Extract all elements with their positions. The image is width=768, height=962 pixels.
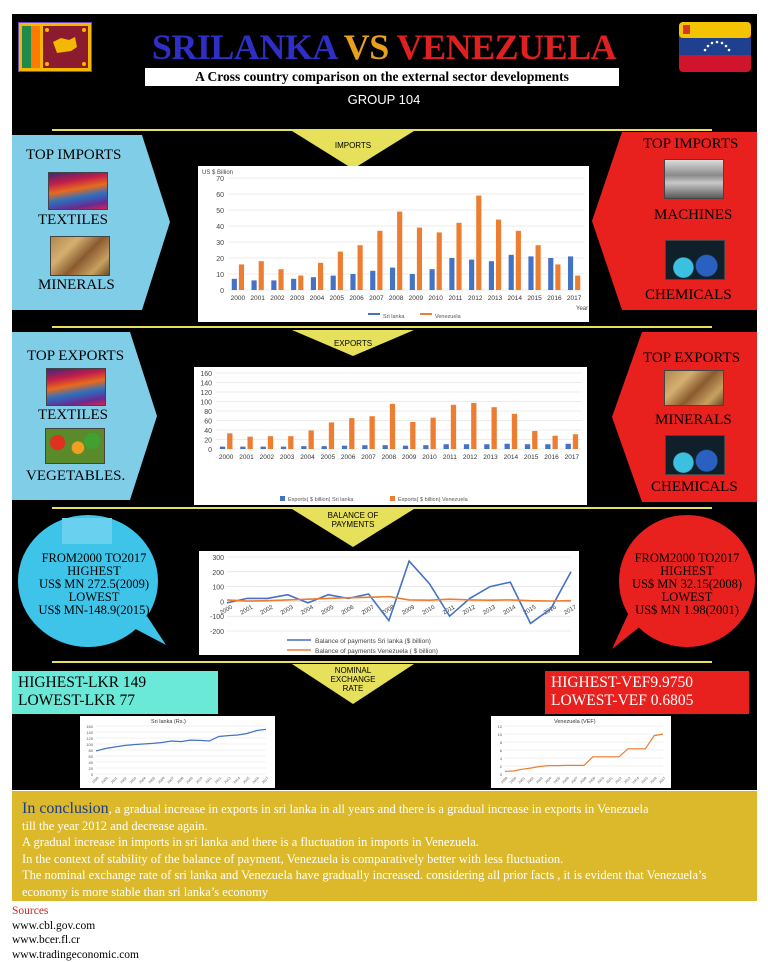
lkr-x-tick-label: 2001 bbox=[110, 776, 118, 784]
bop-x-tick-label: 2004 bbox=[300, 604, 315, 616]
exports-bar-venezuela bbox=[532, 431, 537, 449]
exports-x-tick-label: 2013 bbox=[483, 454, 498, 461]
exports-bar-srilanka bbox=[301, 446, 306, 449]
vef-x-tick-label: 2013 bbox=[623, 776, 631, 784]
left-bop-line3: US$ MN 272.5(2009) bbox=[24, 578, 164, 591]
right-bop-line4: LOWEST bbox=[617, 591, 757, 604]
lkr-y-tick-label: 140 bbox=[86, 730, 93, 735]
imports-bar-venezuela bbox=[476, 196, 481, 290]
imports-bar-venezuela bbox=[437, 232, 442, 290]
left-bop-line4: LOWEST bbox=[24, 591, 164, 604]
bop-y-tick-label: -100 bbox=[210, 614, 224, 621]
imports-bar-srilanka bbox=[390, 268, 395, 290]
exports-x-tick-label: 2008 bbox=[382, 454, 397, 461]
imports-bar-srilanka bbox=[469, 260, 474, 290]
exports-bar-srilanka bbox=[220, 447, 225, 449]
exports-x-tick-label: 2012 bbox=[463, 454, 478, 461]
exports-x-tick-label: 2010 bbox=[422, 454, 437, 461]
exports-y-tick-label: 120 bbox=[200, 390, 212, 397]
vef-line bbox=[505, 734, 663, 771]
lkr-x-tick-label: 2011 bbox=[205, 776, 213, 784]
right-rate-line1: HIGHEST-VEF9.9750 bbox=[551, 671, 749, 692]
imports-bar-venezuela bbox=[417, 228, 422, 290]
vef-y-tick-label: 2 bbox=[500, 764, 503, 769]
vef-x-tick-label: 2015 bbox=[641, 776, 649, 784]
imports-bar-venezuela bbox=[298, 276, 303, 290]
imports-bar-venezuela bbox=[397, 212, 402, 290]
lkr-x-tick-label: 2002 bbox=[119, 776, 127, 784]
bop-x-tick-label: 2003 bbox=[280, 604, 295, 616]
imports-bar-srilanka bbox=[568, 256, 573, 290]
left-rate-box bbox=[12, 671, 218, 714]
conclusion-line1 bbox=[22, 801, 749, 818]
vef-x-tick-label: 2017 bbox=[658, 776, 666, 784]
bop-blank-tile bbox=[62, 518, 112, 544]
left-exports-heading: TOP EXPORTS bbox=[27, 348, 124, 365]
lkr-y-tick-label: 120 bbox=[86, 736, 93, 741]
left-imports-item1: TEXTILES bbox=[38, 212, 108, 229]
exports-x-tick-label: 2004 bbox=[300, 454, 315, 461]
left-bop-line1: FROM2000 TO2017 bbox=[24, 552, 164, 565]
lkr-x-tick-label: 2010 bbox=[195, 776, 203, 784]
bop-x-tick-label: 2013 bbox=[482, 604, 497, 616]
imports-x-tick-label: 2017 bbox=[567, 295, 582, 302]
vef-y-tick-label: 4 bbox=[500, 756, 503, 761]
bop-x-tick-label: 2006 bbox=[341, 604, 356, 616]
exports-bar-srilanka bbox=[261, 447, 266, 449]
right-imports-item1: MACHINES bbox=[654, 207, 732, 224]
lkr-chart-title: Sri lanka (Rs.) bbox=[151, 719, 186, 725]
lkr-x-tick-label: 2012 bbox=[214, 776, 222, 784]
subtitle: A Cross country comparison on the external sector developments bbox=[145, 68, 619, 86]
exports-legend-swatch bbox=[390, 496, 395, 501]
bop-x-tick-label: 2005 bbox=[320, 604, 335, 616]
imports-bar-srilanka bbox=[291, 279, 296, 290]
lkr-y-tick-label: 100 bbox=[86, 742, 93, 747]
conclusion-line1-text: , a gradual increase in exports in sri lanka in all years and there is a gradual increase in exports in Venezuela bbox=[109, 802, 649, 816]
conclusion-line2: till the year 2012 and decrease again. bbox=[22, 818, 749, 835]
exports-y-tick-label: 20 bbox=[204, 438, 212, 445]
exports-bar-venezuela bbox=[431, 418, 436, 449]
conclusion-line4: In the context of stability of the balance of payment, Venezuela is comparatively better with less fluctuation. bbox=[22, 851, 749, 868]
imports-x-tick-label: 2008 bbox=[389, 295, 404, 302]
vef-x-tick-label: 2003 bbox=[535, 776, 543, 784]
exports-x-tick-label: 2000 bbox=[219, 454, 234, 461]
conclusion-lead: In conclusion bbox=[22, 800, 109, 817]
imports-x-tick-label: 2004 bbox=[310, 295, 325, 302]
exports-y-tick-label: 140 bbox=[200, 381, 212, 388]
exports-x-tick-label: 2002 bbox=[260, 454, 275, 461]
right-imports-item2: CHEMICALS bbox=[645, 287, 732, 304]
minerals-export-image bbox=[664, 370, 724, 406]
exports-bar-venezuela bbox=[410, 422, 415, 449]
right-exports-heading: TOP EXPORTS bbox=[643, 350, 740, 367]
bop-y-tick-label: 200 bbox=[212, 570, 224, 577]
bop-y-tick-label: 300 bbox=[212, 555, 224, 562]
exports-x-tick-label: 2014 bbox=[504, 454, 519, 461]
exports-legend-label: Exports( $ billion) Sri lanka bbox=[288, 497, 354, 503]
lkr-x-tick-label: 2008 bbox=[176, 776, 184, 784]
imports-bar-srilanka bbox=[252, 280, 257, 290]
imports-y-tick-label: 30 bbox=[216, 240, 224, 247]
imports-y-tick-label: 70 bbox=[216, 176, 224, 183]
chemicals-image bbox=[665, 240, 725, 280]
imports-x-tick-label: 2009 bbox=[409, 295, 424, 302]
imports-section-label: IMPORTS bbox=[302, 141, 404, 150]
lkr-x-tick-label: 2014 bbox=[233, 776, 241, 784]
exports-bar-venezuela bbox=[268, 436, 273, 449]
lkr-x-tick-label: 2016 bbox=[252, 776, 260, 784]
imports-bar-srilanka bbox=[311, 277, 316, 290]
exports-bar-venezuela bbox=[492, 407, 497, 449]
imports-bar-venezuela bbox=[456, 223, 461, 290]
imports-chart bbox=[198, 166, 589, 322]
conclusion-box bbox=[12, 791, 757, 901]
lkr-x-tick-label: 2005 bbox=[148, 776, 156, 784]
imports-bar-venezuela bbox=[575, 276, 580, 290]
exports-x-tick-label: 2005 bbox=[321, 454, 336, 461]
vef-x-tick-label: 2016 bbox=[649, 776, 657, 784]
imports-bar-srilanka bbox=[548, 258, 553, 290]
imports-x-tick-label: 2001 bbox=[250, 295, 265, 302]
exports-bar-srilanka bbox=[444, 444, 449, 449]
imports-x-tick-label: 2010 bbox=[428, 295, 443, 302]
right-rate-box bbox=[545, 671, 749, 714]
exports-bar-srilanka bbox=[240, 447, 245, 449]
exports-x-tick-label: 2007 bbox=[361, 454, 376, 461]
exports-bar-srilanka bbox=[403, 446, 408, 449]
exports-bar-venezuela bbox=[451, 405, 456, 449]
imports-legend-label: Venezuela bbox=[435, 314, 462, 320]
vef-x-tick-label: 2014 bbox=[632, 776, 640, 784]
vef-x-tick-label: 1999 bbox=[500, 776, 508, 784]
bop-y-tick-label: 0 bbox=[220, 599, 224, 606]
bop-x-tick-label: 2010 bbox=[422, 604, 437, 616]
conclusion-line6: economy is more stable than sri lanka’s economy bbox=[22, 884, 749, 901]
right-bop-line1: FROM2000 TO2017 bbox=[617, 552, 757, 565]
vef-y-tick-label: 12 bbox=[498, 724, 503, 729]
right-bop-line2: HIGHEST bbox=[617, 565, 757, 578]
imports-bar-srilanka bbox=[489, 261, 494, 290]
vef-x-tick-label: 2012 bbox=[614, 776, 622, 784]
vef-x-tick-label: 2010 bbox=[597, 776, 605, 784]
exports-bar-srilanka bbox=[362, 445, 367, 449]
exports-bar-srilanka bbox=[423, 445, 428, 449]
vef-x-tick-label: 2001 bbox=[518, 776, 526, 784]
imports-bar-srilanka bbox=[410, 274, 415, 290]
bop-x-tick-label: 2009 bbox=[401, 604, 416, 616]
title-venezuela: VENEZUELA bbox=[397, 27, 617, 67]
title-vs: VS bbox=[336, 27, 397, 67]
lkr-x-tick-label: 2004 bbox=[138, 776, 146, 784]
lkr-y-tick-label: 0 bbox=[91, 772, 94, 777]
exports-section-label: EXPORTS bbox=[302, 339, 404, 348]
imports-bar-srilanka bbox=[509, 255, 514, 290]
srilanka-rate-chart bbox=[80, 716, 275, 788]
imports-x-tick-label: 2000 bbox=[231, 295, 246, 302]
imports-y-tick-label: 40 bbox=[216, 224, 224, 231]
imports-y-axis-label: US $ Billion bbox=[202, 170, 233, 176]
sources bbox=[12, 904, 139, 962]
vef-x-tick-label: 2009 bbox=[588, 776, 596, 784]
exports-bar-venezuela bbox=[227, 433, 232, 449]
lkr-y-tick-label: 160 bbox=[86, 724, 93, 729]
exports-bar-srilanka bbox=[545, 444, 550, 449]
lkr-x-tick-label: 2000 bbox=[101, 776, 109, 784]
bop-x-tick-label: 2012 bbox=[462, 604, 477, 616]
exports-x-tick-label: 2006 bbox=[341, 454, 356, 461]
imports-bar-venezuela bbox=[278, 269, 283, 290]
imports-legend-label: Sri lanka bbox=[383, 314, 405, 320]
left-imports-item2: MINERALS bbox=[38, 277, 115, 294]
left-bop-text bbox=[24, 552, 164, 617]
exports-y-tick-label: 40 bbox=[204, 428, 212, 435]
lkr-line bbox=[96, 729, 266, 751]
lkr-x-tick-label: 2017 bbox=[261, 776, 269, 784]
imports-x-tick-label: 2015 bbox=[527, 295, 542, 302]
exports-x-tick-label: 2001 bbox=[239, 454, 254, 461]
bop-x-tick-label: 2002 bbox=[260, 604, 275, 616]
vef-chart-title: Venezuela (VEF) bbox=[554, 719, 596, 725]
bop-x-tick-label: 2015 bbox=[523, 604, 538, 616]
imports-bar-venezuela bbox=[536, 245, 541, 290]
bop-line-srilanka bbox=[227, 561, 571, 623]
imports-x-tick-label: 2014 bbox=[508, 295, 523, 302]
bop-legend-label: Balance of payments Sri lanka ($ billion) bbox=[315, 638, 431, 645]
vef-x-tick-label: 2002 bbox=[526, 776, 534, 784]
bop-line-venezuela bbox=[227, 597, 571, 602]
imports-x-tick-label: 2011 bbox=[448, 295, 462, 302]
exports-divider bbox=[52, 326, 712, 328]
exports-bar-venezuela bbox=[390, 404, 395, 449]
exports-bar-venezuela bbox=[512, 414, 517, 449]
exports-legend-label: Exports( $ billion) Venezuela bbox=[398, 497, 469, 503]
left-bop-line2: HIGHEST bbox=[24, 565, 164, 578]
textiles-export-image bbox=[46, 368, 106, 406]
bop-y-tick-label: -200 bbox=[210, 629, 224, 636]
left-rate-line2: LOWEST-LKR 77 bbox=[18, 692, 218, 710]
exports-x-tick-label: 2009 bbox=[402, 454, 417, 461]
vef-x-tick-label: 2005 bbox=[553, 776, 561, 784]
left-exports-item1: TEXTILES bbox=[38, 407, 108, 424]
exports-bar-srilanka bbox=[484, 444, 489, 449]
imports-x-tick-label: 2005 bbox=[330, 295, 345, 302]
exports-legend-swatch bbox=[280, 496, 285, 501]
left-rate-line1: HIGHEST-LKR 149 bbox=[18, 671, 218, 692]
textiles-image bbox=[48, 172, 108, 210]
right-bop-text bbox=[617, 552, 757, 617]
bop-section-label: BALANCE OF PAYMENTS bbox=[322, 511, 384, 529]
vef-y-tick-label: 0 bbox=[500, 772, 503, 777]
left-exports-item2: VEGETABLES. bbox=[26, 468, 125, 485]
imports-section-marker bbox=[292, 131, 414, 169]
bop-legend-label: Balance of payments Venezuela ( $ billion) bbox=[315, 648, 438, 655]
title-srilanka: SRILANKA bbox=[152, 27, 336, 67]
exports-bar-venezuela bbox=[573, 434, 578, 449]
right-bop-line3: US$ MN 32.15(2008) bbox=[617, 578, 757, 591]
source-link-1[interactable]: www.cbl.gov.com bbox=[12, 919, 139, 934]
imports-bar-srilanka bbox=[331, 276, 336, 290]
exports-y-tick-label: 60 bbox=[204, 419, 212, 426]
vef-x-tick-label: 2006 bbox=[562, 776, 570, 784]
bop-y-tick-label: 100 bbox=[212, 585, 224, 592]
exports-x-tick-label: 2015 bbox=[524, 454, 539, 461]
right-imports-heading: TOP IMPORTS bbox=[643, 136, 738, 153]
left-imports-heading: TOP IMPORTS bbox=[26, 147, 121, 164]
imports-x-tick-label: 2013 bbox=[488, 295, 503, 302]
right-bop-line5: US$ MN 1.98(2001) bbox=[617, 604, 757, 617]
vef-x-tick-label: 2004 bbox=[544, 776, 552, 784]
imports-x-tick-label: 2002 bbox=[270, 295, 285, 302]
vef-x-tick-label: 2011 bbox=[606, 776, 614, 784]
exports-bar-venezuela bbox=[553, 436, 558, 449]
imports-x-tick-label: 2007 bbox=[369, 295, 384, 302]
bop-x-tick-label: 2014 bbox=[503, 604, 518, 616]
machines-image bbox=[664, 159, 724, 199]
exports-bar-srilanka bbox=[342, 446, 347, 449]
right-exports-item2: CHEMICALS bbox=[651, 479, 738, 496]
lkr-x-tick-label: 2013 bbox=[223, 776, 231, 784]
bop-x-tick-label: 2007 bbox=[361, 604, 376, 616]
imports-bar-srilanka bbox=[528, 256, 533, 290]
imports-x-axis-label: Year bbox=[576, 306, 588, 312]
vef-x-tick-label: 2007 bbox=[570, 776, 578, 784]
vef-y-tick-label: 6 bbox=[500, 748, 503, 753]
imports-legend-swatch bbox=[420, 313, 432, 315]
lkr-y-tick-label: 60 bbox=[89, 754, 94, 759]
imports-bar-srilanka bbox=[271, 280, 276, 290]
bop-x-tick-label: 2000 bbox=[219, 604, 234, 616]
exports-bar-venezuela bbox=[349, 418, 354, 449]
imports-bar-venezuela bbox=[555, 264, 560, 290]
imports-x-tick-label: 2012 bbox=[468, 295, 483, 302]
vef-y-tick-label: 8 bbox=[500, 740, 503, 745]
lkr-x-tick-label: 2015 bbox=[242, 776, 250, 784]
imports-bar-venezuela bbox=[338, 252, 343, 290]
vef-x-tick-label: 2000 bbox=[509, 776, 517, 784]
imports-y-tick-label: 20 bbox=[216, 256, 224, 263]
lkr-x-tick-label: 2007 bbox=[167, 776, 175, 784]
exports-x-tick-label: 2016 bbox=[544, 454, 559, 461]
imports-bar-venezuela bbox=[377, 231, 382, 290]
page-title bbox=[0, 26, 768, 68]
conclusion-line3: A gradual increase in imports in sri lanka and there is a fluctuation in imports in Venezuela. bbox=[22, 834, 749, 851]
lkr-x-tick-label: 2003 bbox=[129, 776, 137, 784]
left-bop-line5: US$ MN-148.9(2015) bbox=[24, 604, 164, 617]
exports-bar-srilanka bbox=[464, 444, 469, 449]
imports-bar-srilanka bbox=[232, 279, 237, 290]
exports-bar-srilanka bbox=[505, 444, 510, 449]
sources-heading: Sources bbox=[12, 904, 139, 919]
lkr-y-tick-label: 80 bbox=[89, 748, 94, 753]
exports-bar-srilanka bbox=[525, 444, 530, 449]
imports-y-tick-label: 60 bbox=[216, 192, 224, 199]
bop-x-tick-label: 2011 bbox=[442, 604, 457, 616]
exports-x-tick-label: 2003 bbox=[280, 454, 295, 461]
imports-bar-srilanka bbox=[370, 271, 375, 290]
lkr-y-tick-label: 40 bbox=[89, 760, 94, 765]
exports-bar-srilanka bbox=[322, 446, 327, 449]
right-exports-item1: MINERALS bbox=[655, 412, 732, 429]
bop-chart bbox=[199, 551, 579, 655]
lkr-x-tick-label: 2006 bbox=[157, 776, 165, 784]
chemicals-export-image bbox=[665, 435, 725, 475]
right-rate-line2: LOWEST-VEF 0.6805 bbox=[551, 692, 749, 710]
bop-x-tick-label: 2008 bbox=[381, 604, 396, 616]
exports-bar-venezuela bbox=[329, 422, 334, 449]
imports-bar-venezuela bbox=[358, 245, 363, 290]
exports-bar-srilanka bbox=[383, 445, 388, 449]
source-link-3[interactable]: www.tradingeconomic.com bbox=[12, 948, 139, 962]
exports-bar-srilanka bbox=[566, 444, 571, 449]
bop-x-tick-label: 2017 bbox=[563, 604, 578, 616]
imports-y-tick-label: 10 bbox=[216, 272, 224, 279]
group-label: GROUP 104 bbox=[0, 92, 768, 107]
vegetables-image bbox=[45, 428, 105, 464]
lkr-y-tick-label: 20 bbox=[89, 766, 94, 771]
conclusion-line5: The nominal exchange rate of sri lanka and Venezuela have gradually increased. considering all prior facts , it is evident that Venezuela’s bbox=[22, 867, 749, 884]
imports-bar-venezuela bbox=[239, 264, 244, 290]
exports-bar-venezuela bbox=[248, 437, 253, 449]
imports-bar-venezuela bbox=[516, 231, 521, 290]
rate-section-label: NOMINAL EXCHANGE RATE bbox=[320, 666, 386, 693]
imports-x-tick-label: 2016 bbox=[547, 295, 562, 302]
source-link-2[interactable]: www.bcer.fl.cr bbox=[12, 933, 139, 948]
exports-x-tick-label: 2017 bbox=[565, 454, 580, 461]
rate-divider bbox=[52, 661, 712, 663]
imports-legend-swatch bbox=[368, 313, 380, 315]
imports-bar-venezuela bbox=[259, 261, 264, 290]
bop-x-tick-label: 2001 bbox=[239, 604, 254, 616]
imports-bar-srilanka bbox=[430, 269, 435, 290]
imports-bar-srilanka bbox=[449, 258, 454, 290]
exports-bar-venezuela bbox=[471, 403, 476, 449]
exports-y-tick-label: 100 bbox=[200, 400, 212, 407]
imports-y-tick-label: 0 bbox=[220, 288, 224, 295]
venezuela-rate-chart bbox=[491, 716, 671, 788]
vef-y-tick-label: 10 bbox=[498, 732, 503, 737]
exports-chart bbox=[194, 367, 587, 505]
vef-x-tick-label: 2008 bbox=[579, 776, 587, 784]
exports-bar-venezuela bbox=[288, 436, 293, 449]
exports-y-tick-label: 0 bbox=[208, 447, 212, 454]
exports-y-tick-label: 160 bbox=[200, 371, 212, 378]
lkr-x-tick-label: 2009 bbox=[186, 776, 194, 784]
minerals-image bbox=[50, 236, 110, 276]
lkr-x-tick-label: 1999 bbox=[91, 776, 99, 784]
exports-bar-srilanka bbox=[281, 447, 286, 449]
imports-y-tick-label: 50 bbox=[216, 208, 224, 215]
imports-bar-srilanka bbox=[350, 274, 355, 290]
exports-bar-venezuela bbox=[370, 416, 375, 449]
imports-bar-venezuela bbox=[318, 263, 323, 290]
bop-x-tick-label: 2016 bbox=[543, 604, 558, 616]
imports-bar-venezuela bbox=[496, 220, 501, 290]
exports-y-tick-label: 80 bbox=[204, 409, 212, 416]
exports-bar-venezuela bbox=[309, 430, 314, 449]
imports-x-tick-label: 2006 bbox=[349, 295, 364, 302]
exports-x-tick-label: 2011 bbox=[443, 454, 457, 461]
imports-x-tick-label: 2003 bbox=[290, 295, 305, 302]
